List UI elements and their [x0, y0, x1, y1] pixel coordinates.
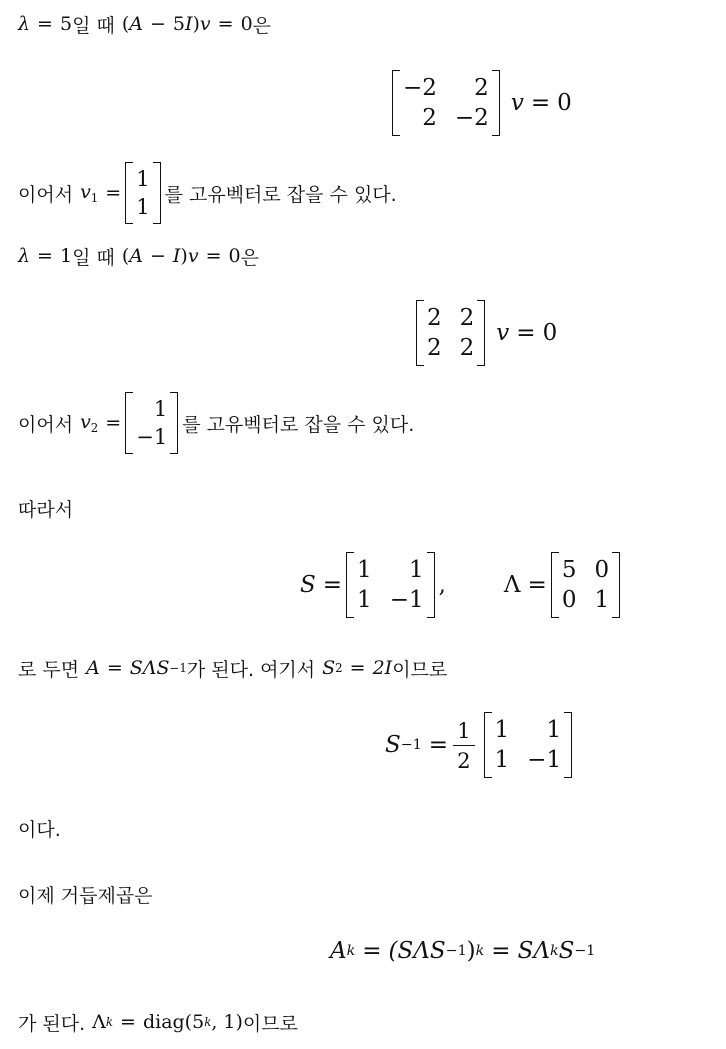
lambda-symbol: λ	[18, 245, 31, 267]
particle-text: 은	[252, 14, 272, 37]
line-eigenvector-v2	[18, 393, 414, 453]
s-lambda-s-group: (SΛS	[388, 938, 446, 964]
equals-sign: =	[322, 572, 343, 598]
because-text: 이므로	[392, 658, 448, 681]
line-decomposition	[18, 648, 447, 688]
coefficient-5: 5	[172, 13, 185, 35]
matrix-cell: 1	[357, 587, 372, 613]
becomes-text: 가 된다.	[18, 1012, 86, 1035]
matrix-cell: 5	[561, 557, 577, 583]
right-bracket	[427, 552, 435, 618]
identity-i: I	[172, 245, 181, 267]
zero: 0	[228, 245, 241, 267]
eigenvector-sentence: 를 고유벡터로 잡을 수 있다.	[182, 413, 415, 436]
therefore-label: 따라서	[18, 498, 74, 521]
comma: ,	[438, 572, 446, 598]
matrix-cell: 1	[546, 717, 562, 743]
vector-v2: $v_2$	[80, 410, 99, 436]
matrix-a-minus-i	[416, 300, 485, 366]
right-bracket	[477, 300, 485, 366]
matrix-s: S	[558, 938, 575, 964]
identity-i: I	[184, 13, 193, 35]
matrix-a: A	[330, 938, 347, 964]
inverse-exponent: −1	[445, 943, 467, 959]
right-bracket	[492, 70, 500, 136]
matrix-cell: 2	[474, 75, 489, 101]
vector-v: v	[496, 320, 510, 346]
matrix-a: A	[129, 245, 143, 267]
line-diag	[18, 1002, 298, 1042]
equation-s-and-lambda	[300, 545, 624, 625]
equals-sign: =	[527, 572, 547, 598]
matrix-cell: 1	[494, 747, 510, 773]
equals-sign: =	[428, 732, 449, 758]
lambda-symbol: λ	[18, 13, 31, 35]
left-bracket	[125, 162, 133, 224]
s-lambda-s: SΛS	[129, 657, 170, 679]
equals-sign: =	[106, 657, 123, 679]
equals-sign: =	[37, 245, 53, 267]
vector-v: v	[510, 90, 524, 116]
therefore-text	[18, 488, 73, 528]
when-text: 일 때	[72, 246, 115, 269]
matrix-cell: 1	[136, 195, 150, 219]
right-bracket	[153, 162, 161, 224]
inverse-exponent: −1	[400, 737, 422, 753]
right-paren: )	[192, 13, 200, 35]
matrix-cell: 1	[153, 397, 168, 421]
matrix-s-inverse-body	[484, 712, 573, 778]
zero: 0	[240, 13, 253, 35]
matrix-cell: −1	[136, 425, 168, 449]
left-bracket	[416, 300, 424, 366]
matrix-a: A	[86, 657, 100, 679]
matrix-lambda-label: Λ	[503, 572, 521, 598]
matrix-cell: 0	[594, 557, 610, 583]
zero: 0	[542, 320, 558, 346]
matrix-cell: −1	[389, 587, 424, 613]
equals-sign: =	[205, 245, 222, 267]
equation-a-minus-i	[412, 293, 557, 373]
left-bracket	[551, 552, 559, 618]
equals-sign: =	[362, 938, 382, 964]
exponent-k: k	[549, 943, 559, 959]
line-lambda-5	[18, 4, 271, 44]
matrix-cell: 1	[408, 557, 424, 583]
equals-sign: =	[516, 320, 536, 346]
equals-sign: =	[530, 90, 551, 116]
right-bracket	[170, 392, 178, 454]
inverse-exponent: −1	[574, 943, 596, 959]
right-paren: )	[180, 245, 188, 267]
line-eigenvector-v1	[18, 163, 397, 223]
equals-sign: =	[105, 412, 122, 434]
right-paren: )	[466, 938, 476, 964]
left-bracket	[125, 392, 133, 454]
sentence-end: 이다.	[18, 818, 61, 841]
right-bracket	[612, 552, 620, 618]
left-bracket	[392, 70, 400, 136]
line-lambda-1	[18, 236, 259, 276]
ida-text	[18, 808, 61, 848]
left-paren: (	[121, 245, 130, 267]
zero: 0	[557, 90, 572, 116]
matrix-s: S	[385, 732, 401, 758]
right-bracket	[564, 712, 572, 778]
left-bracket	[484, 712, 492, 778]
becomes-text: 가 된다. 여기서	[186, 658, 316, 681]
diag-function: diag(5	[142, 1011, 205, 1033]
matrix-cell: 2	[459, 305, 475, 331]
equals-sign: =	[349, 657, 366, 679]
fraction-numerator: 1	[453, 718, 474, 746]
matrix-s-label: S	[300, 572, 316, 598]
matrix-cell: 2	[427, 305, 442, 331]
matrix-cell: 1	[357, 557, 372, 583]
fraction-one-half	[453, 718, 474, 773]
square-exponent: 2	[335, 661, 343, 675]
matrix-cell: 2	[459, 335, 475, 361]
vector-v1: $v_1$	[80, 180, 99, 206]
because-text: 이므로	[242, 1012, 298, 1035]
power-intro: 이제 거듭제곱은	[18, 884, 153, 907]
power-intro-text	[18, 874, 153, 914]
matrix-s	[346, 552, 435, 618]
exponent-k: k	[346, 943, 356, 959]
matrix-cell: 1	[136, 167, 150, 191]
fraction-denominator: 2	[457, 747, 471, 773]
diag-rest: , 1)	[211, 1011, 243, 1033]
exponent-k: k	[204, 1015, 212, 1029]
setting-text: 로 두면	[18, 658, 80, 681]
matrix-s: S	[322, 657, 336, 679]
equals-sign: =	[491, 938, 511, 964]
left-bracket	[346, 552, 354, 618]
equation-power	[330, 927, 595, 975]
matrix-cell: 1	[494, 717, 510, 743]
matrix-cell: 0	[561, 587, 577, 613]
matrix-cell: −2	[454, 105, 489, 131]
then-text: 이어서	[18, 413, 74, 436]
equals-sign: =	[120, 1011, 136, 1033]
eigenvalue-1: 1	[59, 245, 73, 267]
left-paren: (	[121, 13, 130, 35]
two-identity: 2I	[372, 657, 393, 679]
matrix-cell: 1	[594, 587, 610, 613]
equals-sign: =	[37, 13, 53, 35]
matrix-lambda	[551, 552, 620, 618]
exponent-k: k	[105, 1015, 114, 1029]
equation-s-inverse	[385, 705, 576, 785]
eigenvector-sentence: 를 고유벡터로 잡을 수 있다.	[164, 183, 397, 206]
vector-v: v	[187, 245, 199, 267]
particle-text: 은	[240, 246, 259, 269]
when-text: 일 때	[72, 14, 115, 37]
minus-sign: −	[149, 13, 166, 35]
exponent-k: k	[475, 943, 485, 959]
eigenvalue-5: 5	[59, 13, 73, 35]
matrix-cell: −1	[527, 747, 562, 773]
vector-v: v	[199, 13, 211, 35]
matrix-a: A	[129, 13, 143, 35]
then-text: 이어서	[18, 183, 74, 206]
lambda-matrix: Λ	[92, 1011, 106, 1033]
eigenvector-v2-matrix	[125, 392, 178, 454]
matrix-cell: 2	[422, 105, 437, 131]
equals-sign: =	[105, 182, 122, 204]
matrix-cell: −2	[403, 75, 437, 101]
equation-a-minus-5i	[388, 63, 572, 143]
matrix-a-minus-5i	[392, 70, 500, 136]
eigenvector-v1-matrix	[125, 162, 160, 224]
inverse-exponent: −1	[169, 661, 187, 675]
s-lambda: SΛ	[517, 938, 550, 964]
minus-sign: −	[149, 245, 166, 267]
equals-sign: =	[217, 13, 234, 35]
matrix-cell: 2	[427, 335, 442, 361]
